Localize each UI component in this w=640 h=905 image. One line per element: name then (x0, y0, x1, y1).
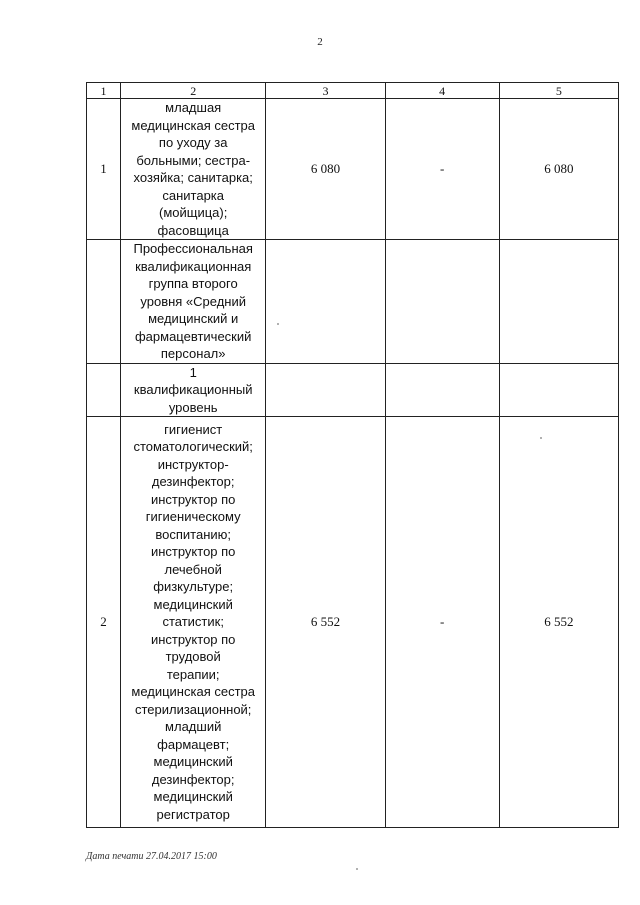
row-number-cell: 2 (87, 417, 121, 828)
column-header: 2 (121, 83, 266, 99)
group-title-cell: Профессиональная квалификационная группа второго уровня «Средний медицинский и фармацевтический персонал» (121, 240, 266, 364)
column-header: 3 (266, 83, 385, 99)
base-salary-cell (266, 240, 385, 364)
row-number-cell (87, 363, 121, 417)
row-number-cell: 1 (87, 99, 121, 240)
increase-cell (385, 363, 499, 417)
table-row (87, 240, 619, 364)
column-header: 1 (87, 83, 121, 99)
increase-cell: - (385, 417, 499, 828)
level-title-cell: 1 квалификационный уровень (121, 363, 266, 417)
table-row (87, 417, 619, 828)
column-header: 4 (385, 83, 499, 99)
print-date: Дата печати 27.04.2017 15:00 (86, 851, 217, 862)
scan-speck (277, 323, 279, 325)
increase-cell: - (385, 99, 499, 240)
page-number: 2 (317, 36, 323, 48)
table-row (87, 363, 619, 417)
row-number-cell (87, 240, 121, 364)
base-salary-cell (266, 363, 385, 417)
scan-speck (540, 437, 542, 439)
position-cell: гигиенист стоматологический; инструктор- дезинфектор; инструктор по гигиеническому воспитанию; инструктор по лечебной физкультуре; медицинский статистик; инструктор по трудовой терапии; медицинская сестра стерилизационной; младший фармацевт; медицинский дезинфектор; медицинский регистратор (121, 417, 266, 828)
total-cell: 6 080 (499, 99, 618, 240)
table-row (87, 99, 619, 240)
salary-table (86, 82, 619, 828)
base-salary-cell: 6 080 (266, 99, 385, 240)
increase-cell (385, 240, 499, 364)
table-header-row (87, 83, 619, 99)
base-salary-cell: 6 552 (266, 417, 385, 828)
total-cell: 6 552 (499, 417, 618, 828)
column-header: 5 (499, 83, 618, 99)
total-cell (499, 363, 618, 417)
total-cell (499, 240, 618, 364)
scan-speck (356, 868, 358, 870)
position-cell: младшая медицинская сестра по уходу за больными; сестра- хозяйка; санитарка; санитарка (мойщица); фасовщица (121, 99, 266, 240)
